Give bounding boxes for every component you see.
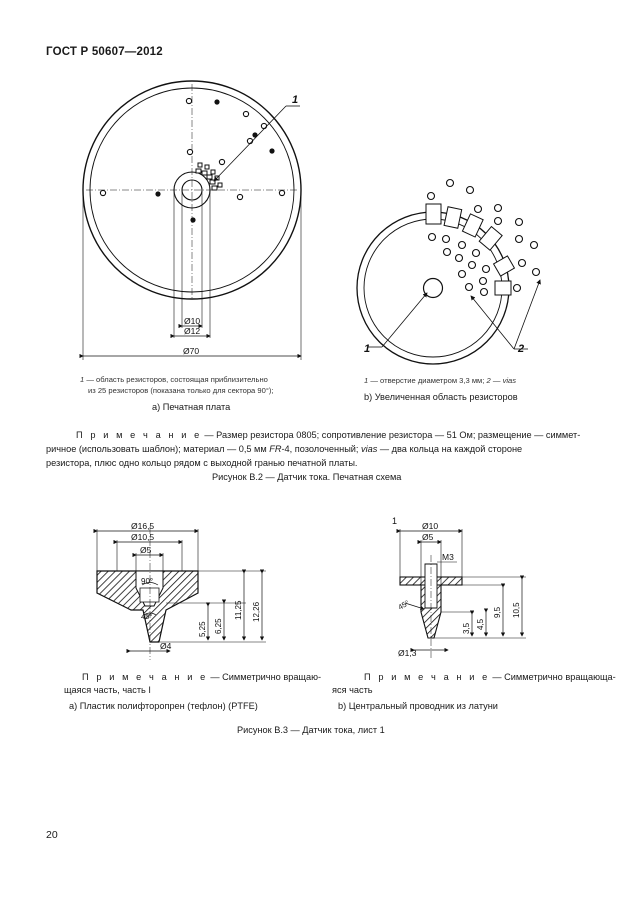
ptfe-note-line1: П р и м е ч а н и е — Симметрично вращаю-: [82, 672, 322, 682]
dim-b-d1-3: Ø1,3: [398, 648, 417, 658]
enlarged-callout-2: 2: [518, 343, 525, 355]
ptfe-note-line2: щаяся часть, часть I: [64, 685, 151, 695]
dim-d10: Ø10: [184, 316, 201, 326]
dim-d10-5: Ø10,5: [131, 532, 155, 542]
pcb-board-drawing: [83, 81, 301, 360]
brass-caption: b) Центральный проводник из латуни: [338, 701, 498, 711]
angle-90: 90°: [141, 577, 154, 586]
pcb-legend-line1: 1 — область резисторов, состоящая приблизительно: [80, 375, 268, 384]
ptfe-caption: а) Пластик полифторопрен (тефлон) (PTFE): [69, 701, 258, 711]
pcb-callout-1: 1: [292, 94, 299, 106]
angle-b-45: 45°: [396, 598, 411, 612]
dim-b-4-5: 4,5: [476, 618, 485, 630]
brass-note-line2: яся часть: [332, 685, 373, 695]
dim-11-25: 11,25: [234, 600, 243, 620]
dim-6-25: 6,25: [214, 618, 223, 634]
b2-note-line1: П р и м е ч а н и е — Размер резистора 0805; сопротивление резистора — 51 Ом; размещение — симмет-: [76, 430, 581, 440]
dim-b-d10: Ø10: [422, 521, 439, 531]
dim-d16-5: Ø16,5: [131, 521, 155, 531]
ptfe-part-drawing: [97, 521, 266, 660]
brass-conductor-drawing: [392, 516, 526, 660]
conductor-label-1: 1: [392, 516, 398, 526]
dim-d4: Ø4: [160, 641, 172, 651]
enlarged-legend: 1 — отверстие диаметром 3,3 мм; 2 — vias: [364, 376, 517, 385]
pcb-caption: а) Печатная плата: [152, 402, 231, 412]
b2-note-line3: резистора, плюс одно кольцо рядом с выходной гранью печатной платы.: [46, 458, 358, 468]
enlarged-callout-1: 1: [364, 343, 371, 355]
enlarged-resistor-drawing: [357, 180, 540, 365]
enlarged-caption: b) Увеличенная область резисторов: [364, 392, 518, 402]
dim-5-25: 5,25: [198, 621, 207, 637]
dim-d5: Ø5: [140, 545, 152, 555]
page-number: 20: [46, 829, 58, 841]
dim-d12: Ø12: [184, 326, 201, 336]
dim-b-m3: M3: [442, 552, 454, 562]
angle-45: 45°: [141, 612, 153, 621]
dim-d70: Ø70: [183, 346, 200, 356]
b2-note-line2: ричное (использовать шаблон); материал — 0,5 мм FR-4, позолоченный; vias — два кольца на каждой стороне: [46, 444, 523, 454]
figure-b3-caption: Рисунок В.3 — Датчик тока, лист 1: [237, 725, 385, 735]
dim-b-3-5: 3,5: [462, 622, 471, 634]
dim-b-d5: Ø5: [422, 532, 434, 542]
pcb-legend-line2: из 25 резисторов (показана только для сектора 90°);: [88, 386, 274, 395]
dim-12-26: 12,26: [252, 601, 261, 622]
brass-note-line1: П р и м е ч а н и е — Симметрично вращающа-: [364, 672, 616, 682]
figure-b2-caption: Рисунок В.2 — Датчик тока. Печатная схема: [212, 472, 402, 482]
dim-b-9-5: 9,5: [493, 606, 502, 618]
dim-b-10-5: 10,5: [512, 602, 521, 618]
standard-header: ГОСТ Р 50607—2012: [46, 46, 163, 58]
